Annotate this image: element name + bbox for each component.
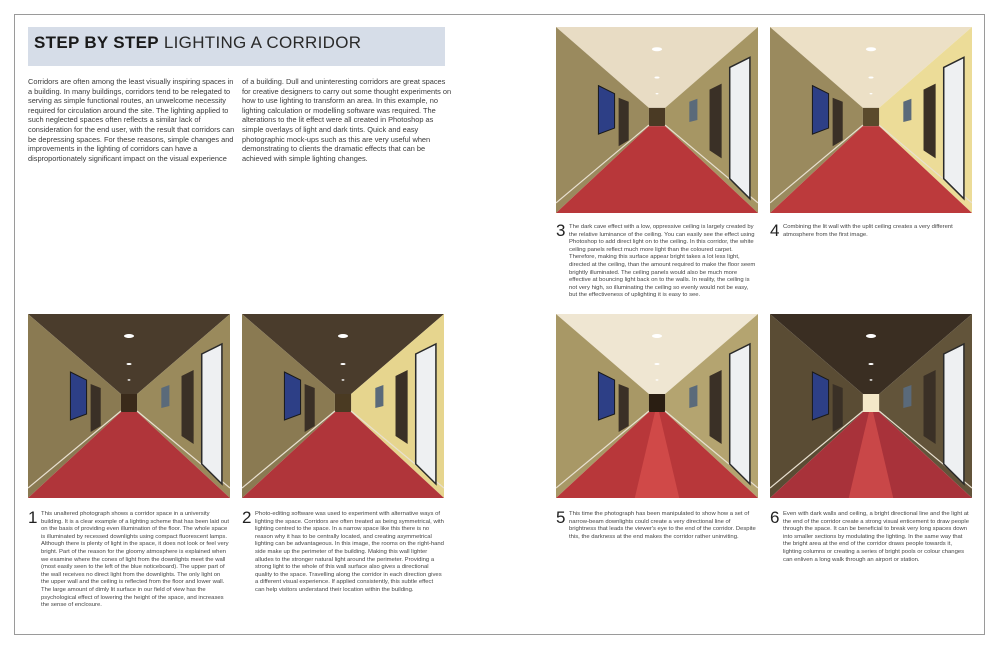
corridor-image bbox=[28, 314, 230, 498]
corridor-image bbox=[556, 27, 758, 213]
corridor-image bbox=[770, 27, 972, 213]
step-number: 6 bbox=[770, 508, 780, 527]
step-text: This time the photograph has been manipulated to show how a set of narrow-beam downlights could create a very directional line of brightness that leads the viewer's eye to the end of the corridor. Despite this, the darkness at the end makes the corridor rather uninviting. bbox=[569, 511, 756, 540]
step-text: Photo-editing software was used to experiment with alternative ways of lighting the space. Corridors are often treated as being symmetrical, with lighting centred to the space. In a narrow space like this there is no reason why it has to be centrally located, and creating asymmetrical lighting can be advantageous. In this image, the rooms on the right-hand side make up the perimeter of the building. Making this wall lighter alludes to the stronger natural light around the perimeter. Providing a strong light to the whole of this wall surface also gives a directional quality to the space. Travelling along the corridor in each direction gives a different visual experience. If applied consistently, this subtle effect can help visitors understand their location within the building. bbox=[255, 511, 444, 593]
step-number: 5 bbox=[556, 508, 566, 527]
intro-column-2: of a building. Dull and uninteresting corridors are great spaces for creative designers to carry out some thought experiments on how to use lighting to transform an area. In this example, no lighting calculation or modelling software was required. The alterations to the lit effect were all created in Photoshop as simple overlays of light and dark tints. Quick and easy photographic mock-ups such as this are very useful when demonstrating to clients the dramatic effects that can be achieved with simple lighting changes. bbox=[242, 77, 452, 163]
caption-step-5 bbox=[556, 508, 758, 541]
corridor-photo-4 bbox=[770, 27, 972, 213]
corridor-photo-5 bbox=[556, 314, 758, 498]
caption-step-4 bbox=[770, 221, 972, 240]
step-text: Combining the lit wall with the uplit ceiling creates a very different atmosphere from the first image. bbox=[783, 224, 953, 238]
intro-column-1: Corridors are often among the least visually inspiring spaces in a building. In many buildings, corridors tend to be relegated to serving as simple functional routes, an unwelcome necessity required for circulation around the site. The lighting applied to such neglected spaces often reflects a similar lack of consideration for the end user, with the result that corridors can be depressing spaces. For these reasons, simple changes and improvements in the lighting of corridors can have a disproportionately significant impact on the visual experience bbox=[28, 77, 235, 163]
step-text: This unaltered photograph shows a corridor space in a university building. It is a clear example of a lighting scheme that has been laid out on the basis of providing even illumination of the floor. The whole space is illuminated by recessed downlights using compact fluorescent lamps. Although there is plenty of light in the space, it does not look or feel very bright. Part of the reason for the gloomy atmosphere is explained when we examine where the cones of light from the downlights meet the wall (most easily seen to the left of the blue noticeboard). The upper part of the wall receives no direct light from the downlights. The only light on the upper wall and the ceiling is reflected from the floor and lower wall. The large amount of dimly lit surface in our field of view has the psychological effect of lowering the height of the space, and increases the sense of enclosure. bbox=[41, 511, 229, 609]
step-number: 2 bbox=[242, 508, 252, 527]
caption-step-3 bbox=[556, 221, 758, 300]
corridor-photo-3 bbox=[556, 27, 758, 213]
corridor-photo-1 bbox=[28, 314, 230, 498]
title-light: LIGHTING A CORRIDOR bbox=[163, 33, 362, 52]
caption-step-6 bbox=[770, 508, 972, 564]
corridor-photo-6 bbox=[770, 314, 972, 498]
corridor-image bbox=[242, 314, 444, 498]
step-number: 1 bbox=[28, 508, 38, 527]
corridor-image bbox=[556, 314, 758, 498]
step-number: 3 bbox=[556, 221, 566, 240]
step-number: 4 bbox=[770, 221, 780, 240]
step-text: Even with dark walls and ceiling, a bright directional line and the light at the end of the corridor create a strong visual enticement to draw people through the space. It can be beneficial to break very long spaces down into smaller sections by modulating the lighting. In the same way that the bright area at the end of the corridor draws people towards it, lighting columns or creating a series of bright pools or colour changes can enliven a long walk through an airport or station. bbox=[783, 511, 969, 563]
caption-step-2 bbox=[242, 508, 444, 595]
title-band bbox=[28, 27, 445, 66]
corridor-image bbox=[770, 314, 972, 498]
caption-step-1 bbox=[28, 508, 230, 610]
title-bold: STEP BY STEP bbox=[34, 33, 159, 52]
page-title bbox=[34, 32, 361, 54]
corridor-photo-2 bbox=[242, 314, 444, 498]
step-text: The dark cave effect with a low, oppressive ceiling is largely created by the relative luminance of the ceiling. You can easily see the effect using Photoshop to add direct light on to the ceiling. In this corridor, the white ceiling panels reflect much more light than the coloured carpet. Therefore, making this surface appear bright takes a lot less light, directed at the ceiling, than the amount required to make the floor seem brightly illuminated. The ceiling panels would also be much more effective at bouncing light back on to the walls. In reality, the ceiling is not very high, so illuminating the ceiling so evenly would not be easy, but the effectiveness of uplighting it is easy to see. bbox=[569, 224, 756, 299]
